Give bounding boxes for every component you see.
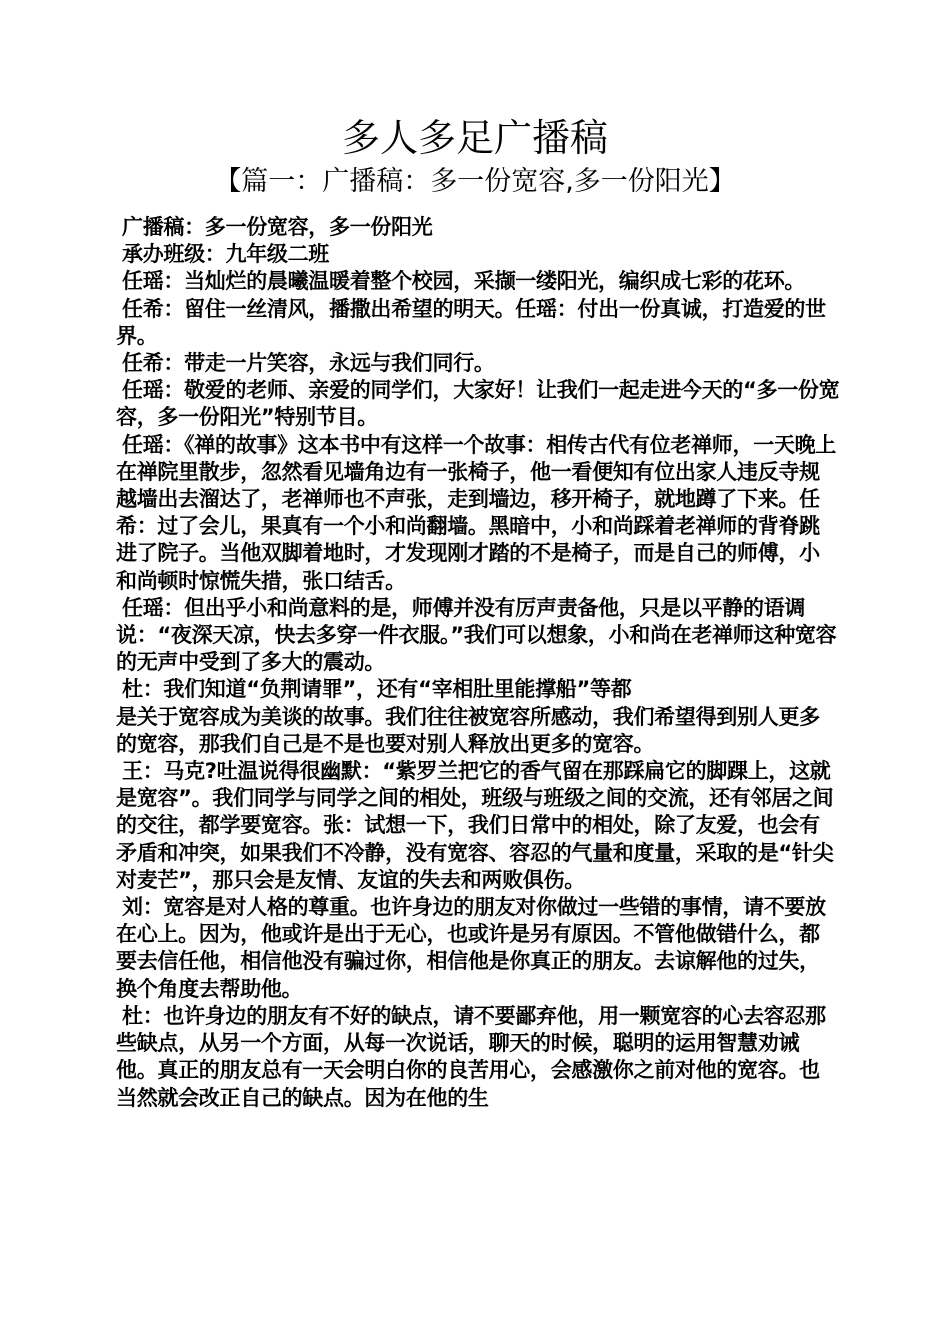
paragraph [116, 268, 840, 295]
paragraph [116, 432, 840, 595]
paragraph-text: 承办班级：九年级二班 [122, 242, 329, 267]
paragraph [116, 214, 840, 241]
paragraph [116, 241, 840, 268]
paragraph [116, 377, 840, 431]
paragraph-text: 任希：带走一片笑容，永远与我们同行。 [122, 351, 495, 376]
paragraph-text: 任瑶：当灿烂的晨曦温暖着整个校园，采撷一缕阳光，编织成七彩的花环。 [122, 269, 806, 294]
paragraph [116, 595, 840, 677]
paragraph-text: 刘：宽容是对人格的尊重。也许身边的朋友对你做过一些错的事情，请不要放在心上。因为，他或许是出于无心，也或许是另有原因。不管他做错什么，都要去信任他，相信他没有骗过你，相信他是你真正的朋友。去谅解他的过失，换个角度去帮助他。 [116, 895, 826, 1001]
document-title: 多人多足广播稿 [341, 116, 608, 160]
paragraph-text: 任瑶：但出乎小和尚意料的是，师傅并没有厉声责备他，只是以平静的语调说：“夜深天凉，快去多穿一件衣服。”我们可以想象，小和尚在老禅师这种宽容的无声中受到了多大的震动。 [116, 595, 837, 675]
document-body [116, 214, 840, 1112]
paragraph [116, 676, 840, 758]
paragraph-text: 任希：留住一丝清风，播撒出希望的明天。任瑶：付出一份真诚，打造爱的世界。 [116, 296, 826, 348]
paragraph-text: 任瑶：敬爱的老师、亲爱的同学们，大家好！让我们一起走进今天的“多一份宽容，多一份阳光”特别节目。 [116, 378, 840, 430]
paragraph [116, 350, 840, 377]
paragraph-text: 广播稿：多一份宽容，多一份阳光 [122, 215, 433, 239]
paragraph-text: 杜：也许身边的朋友有不好的缺点，请不要鄙弃他，用一颗宽容的心去容忍那些缺点，从另一个方面，从每一次说话，聊天的时候，聪明的运用智慧劝诫他。真正的朋友总有一天会明白你的良苦用心，会感激你之前对他的宽容。也当然就会改正自己的缺点。因为在他的生 [116, 1003, 826, 1110]
document-subtitle: 【篇一：广播稿：多一份宽容,多一份阳光】 [214, 166, 736, 197]
paragraph [116, 758, 840, 894]
paragraph-text: 杜：我们知道“负荆请罪”，还有“宰相肚里能撑船”等都 是关于宽容成为美谈的故事。我们往往被宽容所感动，我们希望得到别人更多的宽容，那我们自己是不是也要对别人释放出更多的宽容。 [116, 677, 820, 756]
paragraph-text: 任瑶：《禅的故事》这本书中有这样一个故事：相传古代有位老禅师，一天晚上在禅院里散步，忽然看见墙角边有一张椅子，他一看便知有位出家人违反寺规越墙出去溜达了，老禅师也不声张，走到墙边，移开椅子，就地蹲了下来。任希：过了会儿，果真有一个小和尚翻墙。黑暗中，小和尚踩着老禅师的背脊跳进了院子。当他双脚着地时，才发现刚才踏的不是椅子，而是自己的师傅，小和尚顿时惊慌失措，张口结舌。 [116, 432, 836, 593]
paragraph [116, 894, 840, 1003]
paragraph [116, 296, 840, 350]
paragraph-text: 王：马克?吐温说得很幽默：“紫罗兰把它的香气留在那踩扁它的脚踝上，这就是宽容”。我们同学与同学之间的相处，班级与班级之间的交流，还有邻居之间的交往，都学要宽容。张：试想一下，我们日常中的相处，除了友爱，也会有矛盾和冲突，如果我们不冷静，没有宽容、容忍的气量和度量，采取的是“针尖对麦芒”，那只会是友情、友谊的失去和两败俱伤。 [116, 759, 834, 892]
paragraph [116, 1003, 840, 1112]
